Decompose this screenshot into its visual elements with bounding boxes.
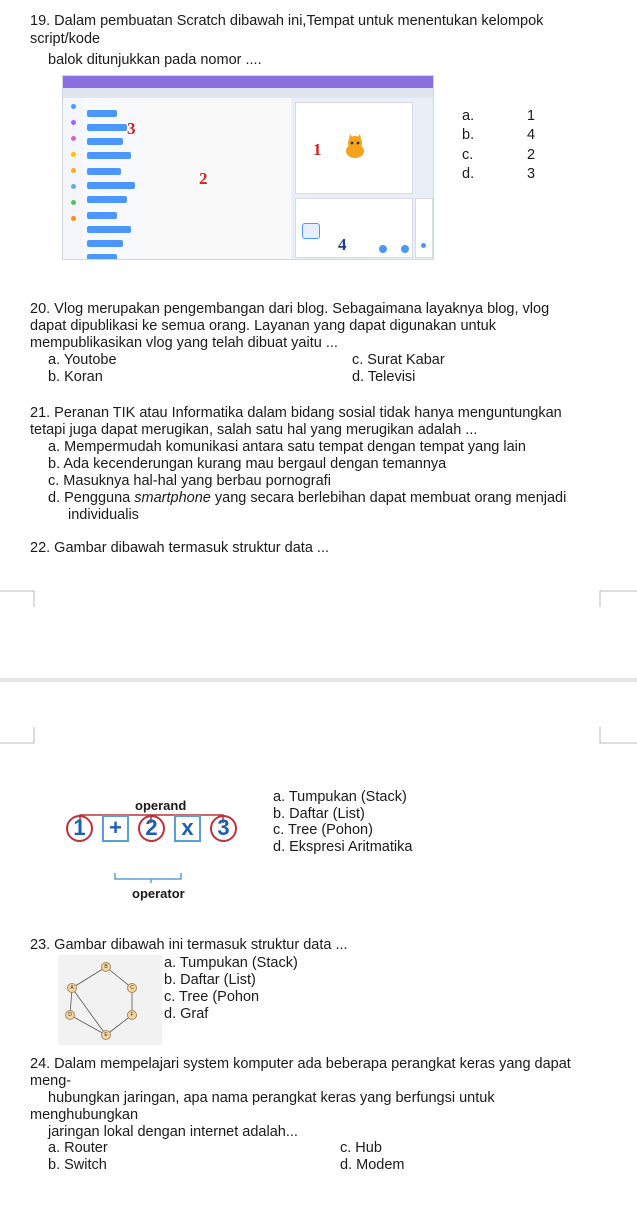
scratch-code-area [141, 98, 291, 260]
graph-diagram [58, 955, 162, 1045]
operator-plus: + [102, 815, 129, 842]
operator-label: operator [132, 886, 185, 901]
operator-times: x [174, 815, 201, 842]
scratch-tab-bar [63, 88, 433, 98]
q21-option-a[interactable]: a. Mempermudah komunikasi antara satu tempat dengan tempat yang lain [48, 439, 526, 455]
q23-option-d[interactable]: d. Graf [164, 1006, 209, 1022]
q24-option-b[interactable]: b. Switch [48, 1157, 107, 1173]
scratch-editor-screenshot [62, 75, 434, 260]
q21-text-line2: tetapi juga dapat merugikan, salah satu hal yang merugikan adalah ... [30, 422, 478, 438]
q21-option-c[interactable]: c. Masuknya hal-hal yang berbau pornografi [48, 473, 331, 489]
q21-option-d-pre: d. Pengguna [48, 490, 135, 506]
q19-option-c-value: 2 [527, 147, 536, 163]
q21-option-d[interactable] [48, 490, 566, 507]
graph-node-e: E [101, 1030, 111, 1040]
q20-option-c[interactable]: c. Surat Kabar [352, 352, 445, 368]
marker-1: 1 [313, 140, 322, 159]
q21-option-b[interactable]: b. Ada kecenderungan kurang mau bergaul dengan temannya [48, 456, 447, 472]
q20-text-line1: 20. Vlog merupakan pengembangan dari blog. Sebagaimana layaknya blog, vlog [30, 301, 550, 317]
page-break-marks [0, 585, 637, 785]
q20-text-line2: dapat dipublikasi ke semua orang. Layanan yang dapat digunakan untuk [30, 318, 496, 334]
scratch-cat-sprite-icon [340, 133, 370, 163]
scratch-menu-bar [63, 76, 433, 88]
graph-node-a: A [67, 983, 77, 993]
marker-4: 4 [338, 235, 347, 254]
scratch-category-column [63, 98, 83, 260]
q23-text-line1: 23. Gambar dibawah ini termasuk struktur data ... [30, 937, 348, 953]
q22-option-b[interactable]: b. Daftar (List) [273, 806, 365, 822]
q19-option-b-value: 4 [527, 127, 536, 143]
operand-1: 1 [66, 815, 93, 842]
q24-text-line1: 24. Dalam mempelajari system komputer ada beberapa perangkat keras yang dapat [30, 1056, 571, 1072]
q20-option-d[interactable]: d. Televisi [352, 369, 416, 385]
operand-2: 2 [138, 815, 165, 842]
q24-text-line2: meng- [30, 1073, 72, 1089]
q24-option-c[interactable]: c. Hub [340, 1140, 382, 1156]
q19-option-a-letter[interactable]: a. [462, 108, 475, 124]
operand-3: 3 [210, 815, 237, 842]
q23-option-b[interactable]: b. Daftar (List) [164, 972, 256, 988]
graph-node-d: D [65, 1010, 75, 1020]
q21-option-d-emphasis: smartphone [134, 490, 211, 506]
q22-text-line1: 22. Gambar dibawah termasuk struktur data ... [30, 540, 329, 556]
q24-option-d[interactable]: d. Modem [340, 1157, 405, 1173]
q21-text-line1: 21. Peranan TIK atau Informatika dalam bidang sosial tidak hanya menguntungkan [30, 405, 562, 421]
q20-option-a[interactable]: a. Youtobe [48, 352, 117, 368]
q19-text-line2: script/kode [30, 31, 101, 47]
graph-node-c: C [127, 983, 137, 993]
q19-option-a-value: 1 [527, 108, 536, 124]
q19-option-c-letter[interactable]: c. [462, 147, 474, 163]
q19-text-line1: 19. Dalam pembuatan Scratch dibawah ini,Tempat untuk menentukan kelompok [30, 13, 544, 29]
q21-option-d-post: yang secara berlebihan dapat membuat orang menjadi [210, 490, 567, 506]
scratch-sprite-pane [295, 198, 413, 258]
q21-option-d-line2: individualis [68, 507, 139, 523]
q19-text-line3: balok ditunjukkan pada nomor .... [48, 52, 262, 68]
q20-text-line3: mempublikasikan vlog yang telah dibuat yaitu ... [30, 335, 338, 351]
q22-option-c[interactable]: c. Tree (Pohon) [273, 822, 373, 838]
q22-option-a[interactable]: a. Tumpukan (Stack) [273, 789, 407, 805]
q24-text-line3: hubungkan jaringan, apa nama perangkat keras yang berfungsi untuk [48, 1090, 495, 1106]
graph-node-f: F [127, 1010, 137, 1020]
q19-option-d-letter[interactable]: d. [462, 166, 475, 182]
scratch-stage-selector [415, 198, 433, 258]
q19-option-b-letter[interactable]: b. [462, 127, 475, 143]
marker-3: 3 [127, 119, 136, 138]
q24-text-line4: menghubungkan [30, 1107, 139, 1123]
operand-label: operand [135, 798, 187, 813]
q22-option-d[interactable]: d. Ekspresi Aritmatika [273, 839, 413, 855]
marker-2: 2 [199, 169, 208, 188]
q23-option-c[interactable]: c. Tree (Pohon [164, 989, 260, 1005]
q24-text-line5: jaringan lokal dengan internet adalah... [48, 1124, 298, 1140]
q19-option-d-value: 3 [527, 166, 536, 182]
q24-option-a[interactable]: a. Router [48, 1140, 108, 1156]
sprite-thumbnail [302, 223, 320, 239]
q20-option-b[interactable]: b. Koran [48, 369, 103, 385]
q23-option-a[interactable]: a. Tumpukan (Stack) [164, 955, 298, 971]
graph-node-b: B [101, 962, 111, 972]
